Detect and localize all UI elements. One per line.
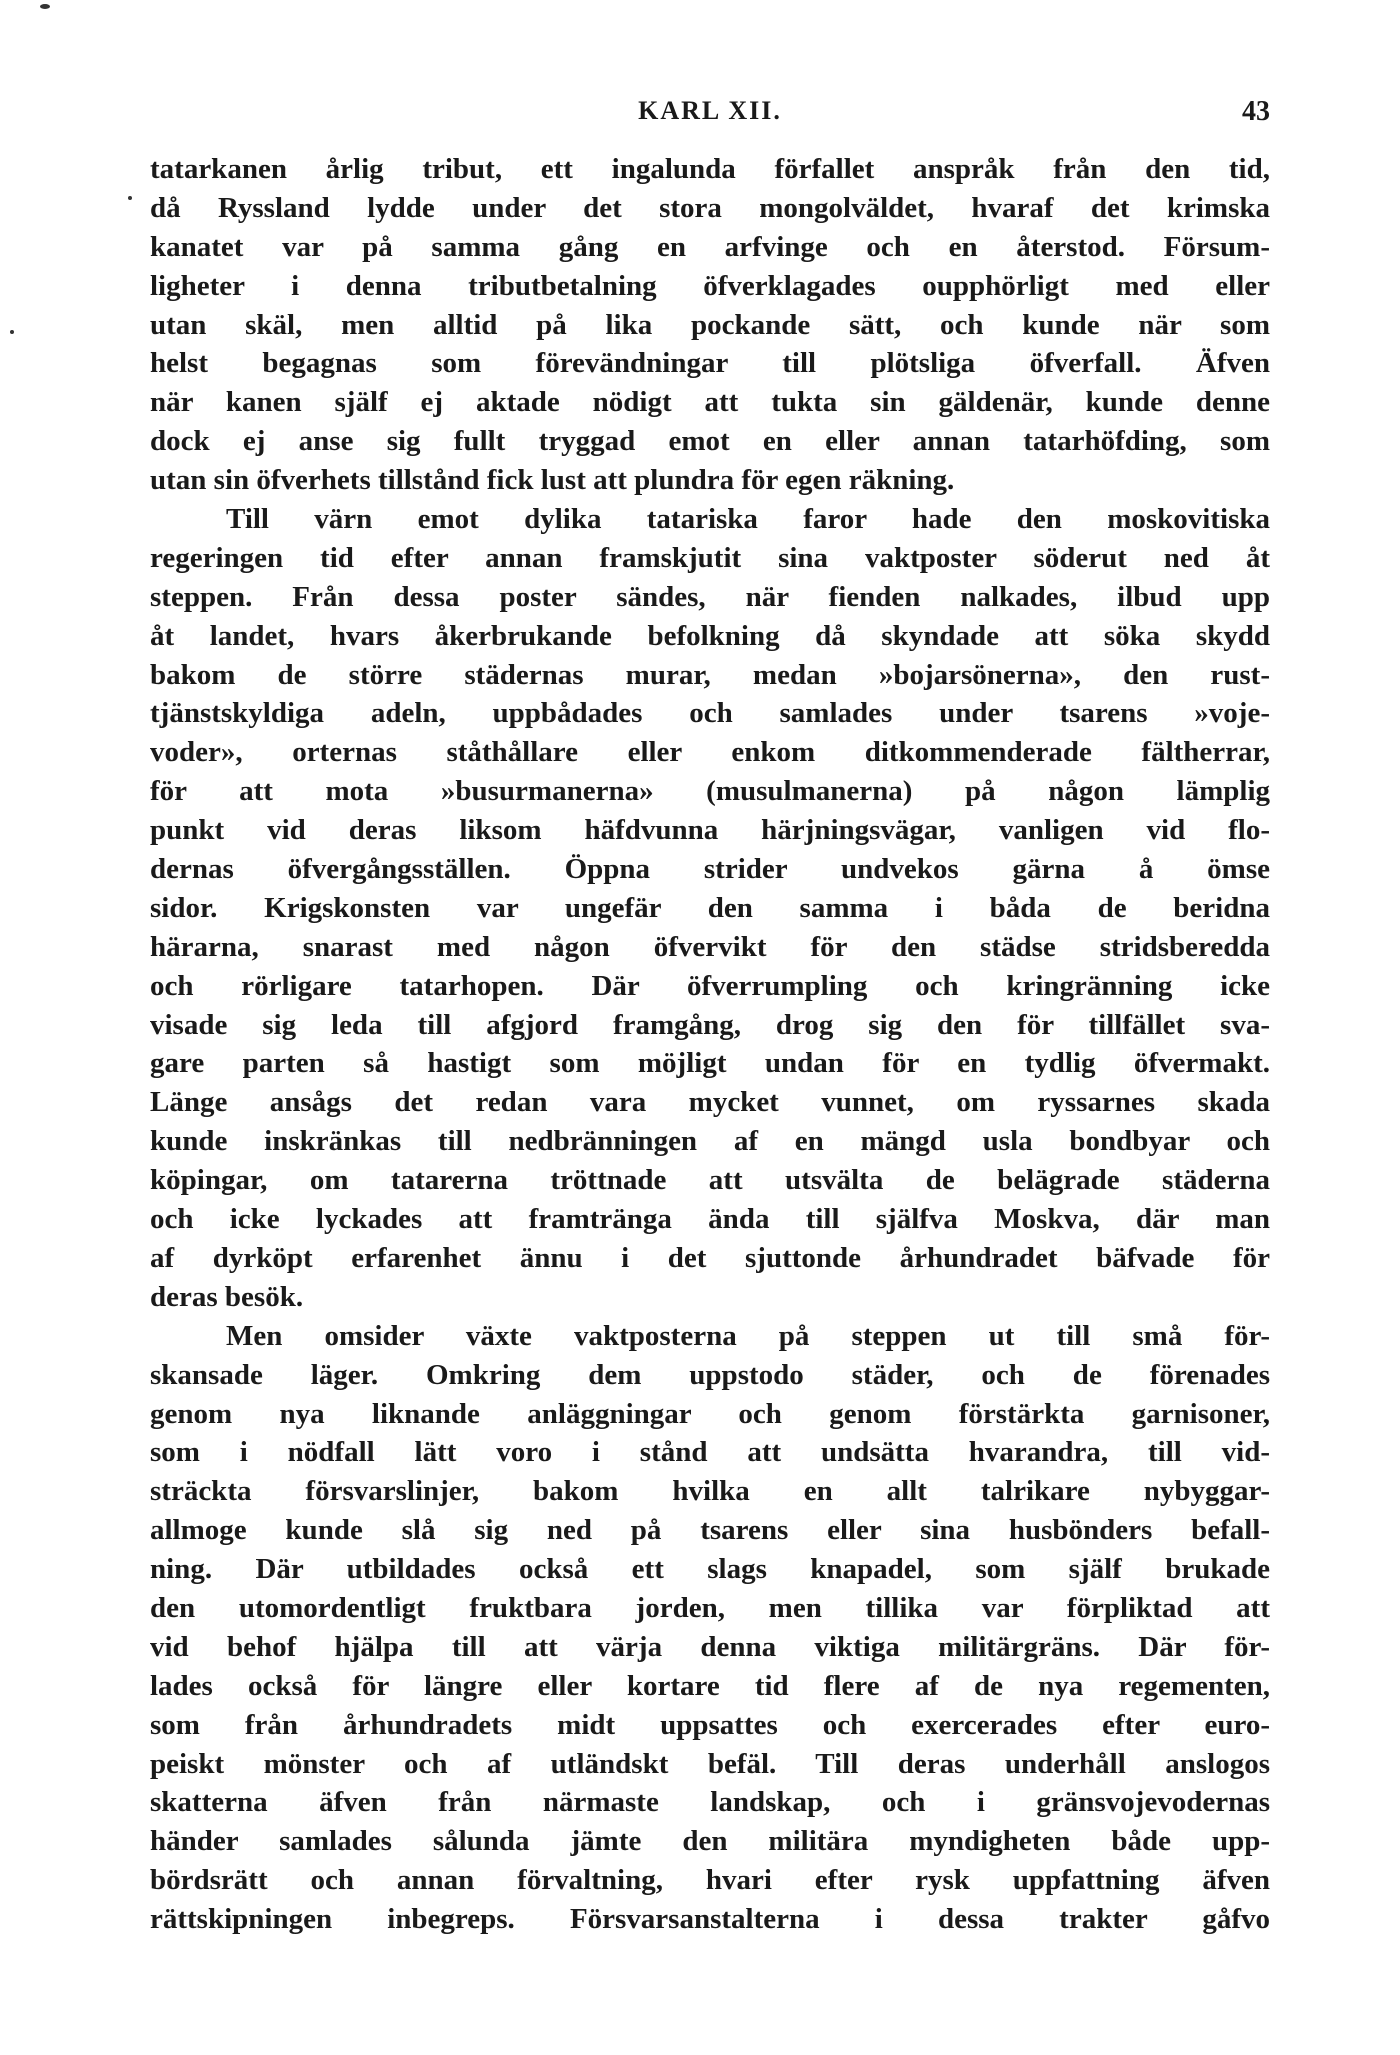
print-speck [128, 196, 132, 200]
text-line: visade sig leda till afgjord framgång, drog sig den för tillfället sva- [150, 1008, 1270, 1041]
text-line: för att mota »busurmanerna» (musulmanerna) på någon lämplig [150, 775, 1270, 808]
text-line: sidor. Krigskonsten var ungefär den samma i båda de beridna [150, 891, 1270, 924]
text-line: peiskt mönster och af utländskt befäl. Till deras underhåll anslogos [150, 1747, 1270, 1780]
running-head [150, 96, 1270, 136]
text-line: tjänstskyldiga adeln, uppbådades och samlades under tsarens »voje- [150, 697, 1270, 730]
text-line: ligheter i denna tributbetalning öfverklagades oupphörligt med eller [150, 269, 1270, 302]
text-line: kanatet var på samma gång en arfvinge och en återstod. Försum- [150, 230, 1270, 263]
text-line: bakom de större städernas murar, medan »bojarsönerna», den rust- [150, 658, 1270, 691]
text-line: helst begagnas som förevändningar till plötsliga öfverfall. Äfven [150, 347, 1270, 380]
text-line: den utomordentligt fruktbara jorden, men tillika var förpliktad att [150, 1591, 1270, 1624]
text-line: Men omsider växte vaktposterna på steppen ut till små för- [226, 1319, 1270, 1352]
text-line: händer samlades sålunda jämte den militära myndigheten både upp- [150, 1825, 1270, 1858]
text-line: dernas öfvergångsställen. Öppna strider undvekos gärna å ömse [150, 853, 1270, 886]
page-number: 43 [1242, 96, 1270, 127]
text-line: gare parten så hastigt som möjligt undan för en tydlig öfvermakt. [150, 1047, 1270, 1080]
running-title: KARL XII. [638, 96, 782, 125]
text-line: tatarkanen årlig tribut, ett ingalunda förfallet anspråk från den tid, [150, 153, 1270, 185]
text-line: som från århundradets midt uppsattes och exercerades efter euro- [150, 1708, 1270, 1741]
text-line: köpingar, om tatarerna tröttnade att utsvälta de belägrade städerna [150, 1164, 1270, 1197]
text-line: och icke lyckades att framtränga ända till själfva Moskva, där man [150, 1203, 1270, 1236]
text-line: ning. Där utbildades också ett slags knapadel, som själf brukade [150, 1553, 1270, 1586]
text-line: utan sin öfverhets tillstånd fick lust att plundra för egen räkning. [150, 464, 955, 497]
text-line: utan skäl, men alltid på lika pockande sätt, och kunde när som [150, 308, 1270, 341]
text-line: då Ryssland lydde under det stora mongolväldet, hvaraf det krimska [150, 191, 1270, 224]
text-line: och rörligare tatarhopen. Där öfverrumpling och kringränning icke [150, 969, 1270, 1002]
text-line: åt landet, hvars åkerbrukande befolkning då skyndade att söka skydd [150, 619, 1270, 652]
text-line: rättskipningen inbegreps. Försvarsanstalterna i dessa trakter gåfvo [150, 1903, 1270, 1936]
text-line: deras besök. [150, 1280, 304, 1313]
text-line: allmoge kunde slå sig ned på tsarens eller sina husbönders befall- [150, 1514, 1270, 1547]
text-line: dock ej anse sig fullt tryggad emot en eller annan tatarhöfding, som [150, 425, 1270, 458]
text-line: bördsrätt och annan förvaltning, hvari efter rysk uppfattning äfven [150, 1864, 1270, 1897]
text-line: punkt vid deras liksom häfdvunna härjningsvägar, vanligen vid flo- [150, 814, 1270, 847]
text-line: skatterna äfven från närmaste landskap, och i gränsvojevodernas [150, 1786, 1270, 1819]
text-line: härarna, snarast med någon öfvervikt för den städse stridsberedda [150, 930, 1270, 963]
text-line: skansade läger. Omkring dem uppstodo städer, och de förenades [150, 1358, 1270, 1391]
body-text [150, 150, 1270, 1939]
text-line: Till värn emot dylika tatariska faror hade den moskovitiska [226, 503, 1270, 536]
text-line: vid behof hjälpa till att värja denna viktiga militärgräns. Där för- [150, 1630, 1270, 1663]
print-speck [40, 4, 50, 9]
text-line: Länge ansågs det redan vara mycket vunnet, om ryssarnes skada [150, 1086, 1270, 1119]
print-speck [10, 330, 14, 334]
text-line: voder», orternas ståthållare eller enkom ditkommenderade fältherrar, [150, 736, 1270, 769]
text-line: kunde inskränkas till nedbränningen af en mängd usla bondbyar och [150, 1125, 1270, 1158]
text-line: steppen. Från dessa poster sändes, när fienden nalkades, ilbud upp [150, 580, 1270, 613]
text-line: genom nya liknande anläggningar och genom förstärkta garnisoner, [150, 1397, 1270, 1430]
text-line: regeringen tid efter annan framskjutit sina vaktposter söderut ned åt [150, 541, 1270, 574]
text-line: af dyrköpt erfarenhet ännu i det sjuttonde århundradet bäfvade för [150, 1241, 1270, 1274]
text-line: lades också för längre eller kortare tid flere af de nya regementen, [150, 1669, 1270, 1702]
text-line: sträckta försvarslinjer, bakom hvilka en allt talrikare nybyggar- [150, 1475, 1270, 1508]
text-line: som i nödfall lätt voro i stånd att undsätta hvarandra, till vid- [150, 1436, 1270, 1469]
text-line: när kanen själf ej aktade nödigt att tukta sin gäldenär, kunde denne [150, 386, 1270, 419]
